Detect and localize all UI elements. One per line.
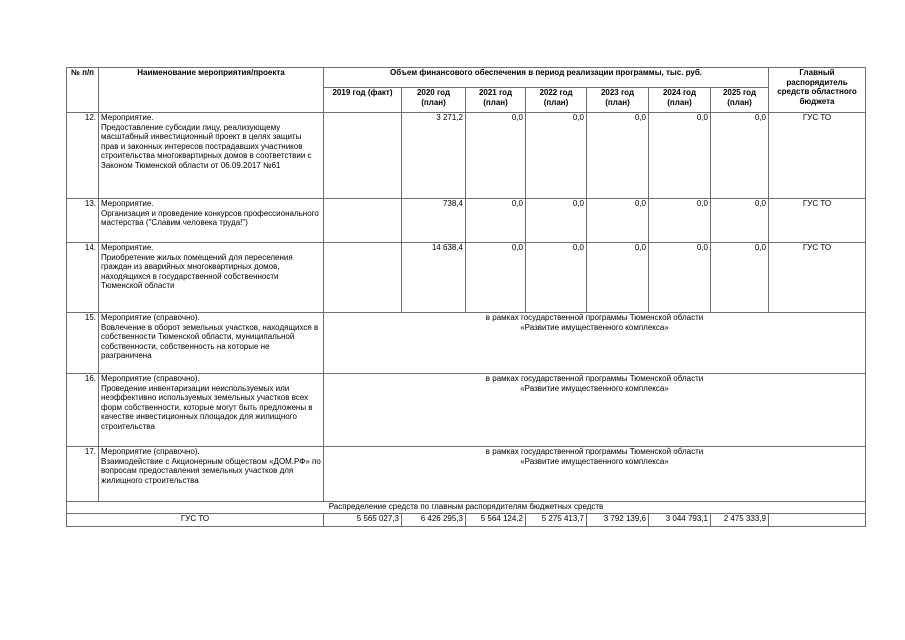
row-value: 0,0 (526, 243, 587, 313)
row-name: Мероприятие. Приобретение жилых помещений для переселения граждан из аварийных многоквартирных домов, находящихся в государственной собственности Тюменской области (99, 243, 324, 313)
row-value (324, 199, 402, 243)
reference-row (67, 374, 866, 447)
col-distributor-header: Главный распорядитель средств областного бюджета (769, 68, 866, 113)
total-empty-cell (769, 514, 866, 527)
row-number: 12. (67, 113, 99, 199)
row-value: 0,0 (711, 113, 769, 199)
row-number: 13. (67, 199, 99, 243)
year-header: 2019 год (факт) (324, 88, 402, 113)
row-name: Мероприятие. Организация и проведение конкурсов профессионального мастерства ("Славим человека труда!") (99, 199, 324, 243)
row-distributor: ГУС ТО (769, 243, 866, 313)
total-value: 6 426 295,3 (402, 514, 466, 527)
row-number: 15. (67, 313, 99, 374)
total-label: ГУС ТО (67, 514, 324, 527)
col-volume-header: Объем финансового обеспечения в период реализации программы, тыс. руб. (324, 68, 769, 88)
row-value: 0,0 (649, 199, 711, 243)
row-name: Мероприятие. Предоставление субсидии лицу, реализующему масштабный инвестиционный проект в целях защиты прав и законных интересов пострадавших участников строительства многоквартирных домов в соответствии с Законом Тюменской области от 06.09.2017 №61 (99, 113, 324, 199)
col-num-header: № п/п (67, 68, 99, 113)
year-header: 2023 год (план) (587, 88, 649, 113)
header-row (67, 68, 866, 88)
year-header: 2021 год (план) (466, 88, 526, 113)
row-value (324, 243, 402, 313)
reference-row (67, 447, 866, 502)
row-value: 0,0 (711, 199, 769, 243)
row-value: 0,0 (526, 113, 587, 199)
table-row (67, 243, 866, 313)
year-header: 2022 год (план) (526, 88, 587, 113)
year-header: 2020 год (план) (402, 88, 466, 113)
total-value: 5 565 027,3 (324, 514, 402, 527)
row-name: Мероприятие (справочно). Вовлечение в оборот земельных участков, находящихся в собственности Тюменской области, муниципальной собственности, собственность на которые не разграничена (99, 313, 324, 374)
table-row (67, 113, 866, 199)
section-row (67, 502, 866, 514)
total-row (67, 514, 866, 527)
total-value: 5 275 413,7 (526, 514, 587, 527)
row-name: Мероприятие (справочно). Взаимодействие с Акционерным обществом «ДОМ.РФ» по вопросам предоставления земельных участков для жилищного строительства (99, 447, 324, 502)
row-number: 17. (67, 447, 99, 502)
row-value: 0,0 (711, 243, 769, 313)
row-value: 0,0 (649, 113, 711, 199)
row-value: 0,0 (466, 243, 526, 313)
row-value: 14 638,4 (402, 243, 466, 313)
financing-table (66, 67, 866, 527)
total-value: 2 475 333,9 (711, 514, 769, 527)
year-header: 2025 год (план) (711, 88, 769, 113)
row-value: 0,0 (649, 243, 711, 313)
program-note: в рамках государственной программы Тюменской области «Развитие имущественного комплекса» (324, 447, 866, 502)
row-value: 3 271,2 (402, 113, 466, 199)
row-number: 14. (67, 243, 99, 313)
row-value: 0,0 (466, 199, 526, 243)
total-value: 5 564 124,2 (466, 514, 526, 527)
section-title: Распределение средств по главным распорядителям бюджетных средств (67, 502, 866, 514)
total-value: 3 792 139,6 (587, 514, 649, 527)
row-value: 0,0 (587, 113, 649, 199)
row-value: 738,4 (402, 199, 466, 243)
reference-row (67, 313, 866, 374)
row-value: 0,0 (526, 199, 587, 243)
total-value: 3 044 793,1 (649, 514, 711, 527)
row-distributor: ГУС ТО (769, 199, 866, 243)
program-note: в рамках государственной программы Тюменской области «Развитие имущественного комплекса» (324, 313, 866, 374)
row-distributor: ГУС ТО (769, 113, 866, 199)
row-value (324, 113, 402, 199)
row-value: 0,0 (587, 243, 649, 313)
year-header: 2024 год (план) (649, 88, 711, 113)
row-number: 16. (67, 374, 99, 447)
row-value: 0,0 (587, 199, 649, 243)
row-value: 0,0 (466, 113, 526, 199)
col-name-header: Наименование мероприятия/проекта (99, 68, 324, 113)
program-note: в рамках государственной программы Тюменской области «Развитие имущественного комплекса» (324, 374, 866, 447)
table-row (67, 199, 866, 243)
row-name: Мероприятие (справочно). Проведение инвентаризации неиспользуемых или неэффективно используемых земельных участков всех форм собственности, которые могут быть предложены в качестве инвестиционных площадок для жилищного строительства (99, 374, 324, 447)
